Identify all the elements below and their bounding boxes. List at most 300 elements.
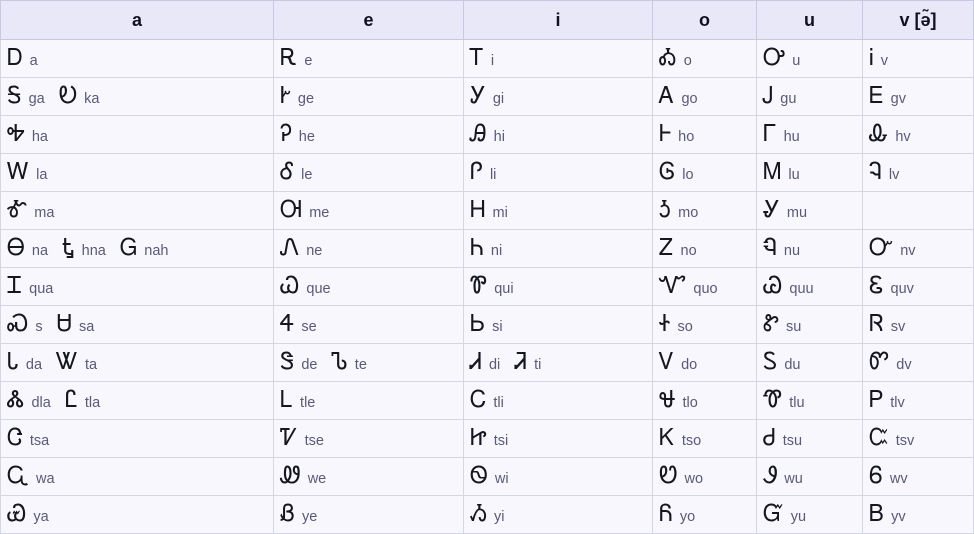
cherokee-glyph: Ꮬ xyxy=(7,387,25,413)
syllable-group xyxy=(763,465,856,488)
syllable-pair xyxy=(763,275,814,298)
cherokee-glyph: Ꮰ xyxy=(659,387,676,413)
romanization-label: tse xyxy=(304,433,324,449)
romanization-label: ga xyxy=(28,91,45,107)
romanization-label: gv xyxy=(890,91,906,107)
syllable-group xyxy=(280,351,457,374)
cherokee-glyph: Ꮆ xyxy=(659,159,676,185)
cherokee-glyph: Ꭲ xyxy=(470,45,484,71)
cherokee-glyph: Ꮈ xyxy=(869,159,882,185)
syllable-cell xyxy=(757,496,863,534)
syllable-cell xyxy=(863,496,974,534)
syllable-pair xyxy=(869,389,905,412)
syllable-pair xyxy=(659,199,698,222)
syllable-cell xyxy=(464,192,653,230)
romanization-label: quu xyxy=(789,281,814,297)
romanization-label: ya xyxy=(33,509,49,525)
cherokee-glyph: Ꭽ xyxy=(7,121,25,147)
cherokee-glyph: Ꮖ xyxy=(7,273,23,299)
syllable-pair xyxy=(659,275,718,298)
syllable-group xyxy=(280,313,457,336)
romanization-label: li xyxy=(489,167,497,183)
cherokee-glyph: Ꮱ xyxy=(763,387,783,413)
syllable-pair xyxy=(280,275,331,298)
syllable-pair xyxy=(470,47,494,70)
cherokee-glyph: Ꭾ xyxy=(280,121,292,147)
syllable-group xyxy=(470,389,646,412)
syllable-pair xyxy=(280,313,317,336)
syllable-pair xyxy=(57,313,95,336)
cherokee-glyph: Ꮺ xyxy=(280,463,301,489)
syllable-cell xyxy=(757,382,863,420)
syllable-group xyxy=(7,389,267,412)
romanization-label: o xyxy=(683,53,692,69)
romanization-label: quv xyxy=(890,281,914,297)
romanization-label: sa xyxy=(78,319,95,335)
cherokee-glyph: Ꭰ xyxy=(7,45,23,71)
romanization-label: du xyxy=(784,357,801,373)
syllable-pair xyxy=(280,47,312,70)
syllable-group xyxy=(280,275,457,298)
syllable-group xyxy=(470,503,646,526)
syllable-cell xyxy=(653,78,757,116)
romanization-label: tsv xyxy=(895,433,915,449)
romanization-label: tso xyxy=(681,433,702,449)
syllable-cell xyxy=(464,496,653,534)
cherokee-glyph: Ꮭ xyxy=(64,387,78,413)
syllable-cell xyxy=(653,40,757,78)
syllable-cell xyxy=(863,344,974,382)
romanization-label: wu xyxy=(784,471,803,487)
syllable-pair xyxy=(470,465,509,488)
romanization-label: ti xyxy=(534,357,542,373)
cherokee-glyph: Ꮾ xyxy=(869,463,883,489)
cherokee-glyph: Ꭷ xyxy=(58,83,78,109)
syllable-cell xyxy=(274,230,464,268)
cherokee-glyph: Ꭸ xyxy=(280,83,291,109)
cherokee-glyph: Ꮼ xyxy=(659,463,678,489)
column-header-o: o xyxy=(653,1,757,40)
romanization-label: nv xyxy=(900,243,916,259)
romanization-label: tsu xyxy=(782,433,803,449)
syllable-cell xyxy=(464,40,653,78)
romanization-label: mi xyxy=(492,205,508,221)
romanization-label: que xyxy=(306,281,331,297)
syllable-group xyxy=(869,465,967,488)
syllable-cell xyxy=(464,268,653,306)
syllable-group xyxy=(7,47,267,70)
cherokee-glyph: Ꮥ xyxy=(280,349,295,375)
romanization-label: le xyxy=(301,167,313,183)
romanization-label: nu xyxy=(783,243,801,259)
syllable-group xyxy=(763,47,856,70)
syllable-pair xyxy=(331,351,366,374)
cherokee-glyph: Ꮃ xyxy=(7,159,30,185)
cherokee-glyph: Ꮁ xyxy=(763,121,777,147)
cherokee-glyph: Ꮸ xyxy=(869,425,889,451)
syllable-group xyxy=(470,47,646,70)
syllable-pair xyxy=(280,199,329,222)
cherokee-glyph: Ᏹ xyxy=(470,501,487,527)
syllable-cell xyxy=(653,230,757,268)
syllable-group xyxy=(869,161,967,184)
cherokee-glyph: Ꭳ xyxy=(659,45,677,71)
syllable-group xyxy=(280,427,457,450)
syllable-cell xyxy=(757,230,863,268)
romanization-label: su xyxy=(786,319,802,335)
syllable-cell xyxy=(653,496,757,534)
syllable-cell xyxy=(863,116,974,154)
syllable-cell xyxy=(863,382,974,420)
cherokee-glyph: Ꮛ xyxy=(869,273,884,299)
syllable-group xyxy=(7,199,267,222)
syllable-cell xyxy=(274,154,464,192)
romanization-label: lv xyxy=(888,167,900,183)
syllable-group xyxy=(470,275,646,298)
cherokee-glyph: Ꮔ xyxy=(763,235,777,261)
cherokee-glyph: Ꮩ xyxy=(659,349,675,375)
syllable-pair xyxy=(7,85,45,108)
cherokee-glyph: Ꮙ xyxy=(659,273,687,299)
romanization-label: quo xyxy=(693,281,718,297)
syllable-pair xyxy=(763,85,796,108)
syllable-pair xyxy=(470,275,514,298)
syllable-pair xyxy=(56,351,97,374)
syllable-cell xyxy=(274,496,464,534)
romanization-label: na xyxy=(31,243,49,259)
cherokee-glyph: Ꮌ xyxy=(659,197,672,223)
romanization-label: te xyxy=(354,357,367,373)
syllable-pair xyxy=(470,389,504,412)
syllable-cell xyxy=(653,306,757,344)
syllable-group xyxy=(280,123,457,146)
syllable-group xyxy=(659,237,750,260)
syllable-group xyxy=(659,161,750,184)
table-row xyxy=(1,116,974,154)
cherokee-glyph: Ꮪ xyxy=(763,349,778,375)
syllable-cell xyxy=(464,154,653,192)
syllable-cell xyxy=(757,420,863,458)
syllable-pair xyxy=(470,503,504,526)
syllable-pair xyxy=(659,389,698,412)
syllable-pair xyxy=(869,313,905,336)
syllable-group xyxy=(470,237,646,260)
romanization-label: si xyxy=(492,319,503,335)
cherokee-glyph: Ꭼ xyxy=(869,83,884,109)
table-row xyxy=(1,344,974,382)
romanization-label: ma xyxy=(34,205,55,221)
syllable-cell xyxy=(653,344,757,382)
romanization-label: tsi xyxy=(493,433,509,449)
romanization-label: wo xyxy=(684,471,704,487)
syllable-group xyxy=(763,123,856,146)
romanization-label: tli xyxy=(493,395,504,411)
syllable-pair xyxy=(869,85,906,108)
cherokee-glyph: Ꮻ xyxy=(470,463,488,489)
cherokee-glyph: Ꭱ xyxy=(280,45,298,71)
syllable-group xyxy=(470,161,646,184)
cherokee-glyph: Ꮤ xyxy=(56,349,78,375)
syllable-cell xyxy=(464,306,653,344)
romanization-label: yv xyxy=(891,509,906,525)
table-row xyxy=(1,496,974,534)
romanization-label: wa xyxy=(36,471,55,487)
syllable-group xyxy=(7,275,267,298)
syllable-pair xyxy=(869,161,899,184)
syllable-pair xyxy=(7,161,47,184)
syllable-pair xyxy=(280,123,315,146)
cherokee-glyph: Ꮀ xyxy=(659,121,672,147)
syllable-cell xyxy=(464,230,653,268)
syllable-cell xyxy=(863,154,974,192)
syllable-group xyxy=(763,427,856,450)
syllable-group xyxy=(7,313,267,336)
syllable-pair xyxy=(470,427,508,450)
syllable-pair xyxy=(470,199,508,222)
syllable-cell xyxy=(1,268,274,306)
syllable-pair xyxy=(280,427,324,450)
cherokee-glyph: Ꮏ xyxy=(62,235,75,261)
syllable-pair xyxy=(763,389,805,412)
syllable-group xyxy=(869,123,967,146)
syllable-cell xyxy=(1,382,274,420)
syllable-pair xyxy=(470,237,502,260)
romanization-label: se xyxy=(301,319,317,335)
syllable-pair xyxy=(659,503,695,526)
cherokee-glyph: Ꮜ xyxy=(56,311,72,337)
syllable-pair xyxy=(280,85,314,108)
syllable-cell xyxy=(863,192,974,230)
syllable-group xyxy=(470,85,646,108)
romanization-label: v xyxy=(880,53,889,69)
romanization-label: tlo xyxy=(682,395,698,411)
romanization-label: s xyxy=(35,319,43,335)
syllable-pair xyxy=(120,237,169,260)
romanization-label: gu xyxy=(780,91,797,107)
syllable-group xyxy=(280,85,457,108)
syllable-group xyxy=(869,427,967,450)
table-row xyxy=(1,268,974,306)
syllable-pair xyxy=(869,427,914,450)
syllable-cell xyxy=(1,78,274,116)
table-row xyxy=(1,458,974,496)
cherokee-glyph: Ꮯ xyxy=(470,387,487,413)
cherokee-glyph: Ꮒ xyxy=(470,235,484,261)
romanization-label: gi xyxy=(492,91,505,107)
syllable-cell xyxy=(274,268,464,306)
syllable-cell xyxy=(1,154,274,192)
syllable-cell xyxy=(653,382,757,420)
syllable-group xyxy=(7,503,267,526)
romanization-label: mo xyxy=(678,205,699,221)
syllable-pair xyxy=(659,161,694,184)
syllable-group xyxy=(7,351,267,374)
romanization-label: da xyxy=(25,357,43,373)
romanization-label: do xyxy=(681,357,698,373)
cherokee-glyph: Ꮿ xyxy=(7,501,27,527)
syllable-pair xyxy=(65,389,100,412)
romanization-label: tle xyxy=(300,395,316,411)
syllable-pair xyxy=(763,313,801,336)
syllable-cell xyxy=(863,230,974,268)
syllable-cell xyxy=(1,458,274,496)
syllable-pair xyxy=(7,465,55,488)
romanization-label: me xyxy=(309,205,330,221)
syllable-group xyxy=(659,427,750,450)
romanization-label: tlv xyxy=(890,395,905,411)
syllable-cell xyxy=(863,458,974,496)
table-header-row xyxy=(1,1,974,40)
syllable-group xyxy=(869,389,967,412)
romanization-label: ta xyxy=(84,357,98,373)
romanization-label: dv xyxy=(896,357,912,373)
syllable-group xyxy=(470,427,646,450)
syllable-cell xyxy=(757,116,863,154)
table-row xyxy=(1,306,974,344)
cherokee-glyph: Ꮢ xyxy=(869,311,884,337)
syllable-pair xyxy=(280,351,317,374)
romanization-label: dla xyxy=(31,395,51,411)
syllable-group xyxy=(659,199,750,222)
syllable-cell xyxy=(464,382,653,420)
cherokee-glyph: Ꮓ xyxy=(659,235,674,261)
syllable-group xyxy=(470,123,646,146)
syllable-cell xyxy=(757,154,863,192)
romanization-label: ye xyxy=(302,509,318,525)
table-row xyxy=(1,420,974,458)
romanization-label: yo xyxy=(679,509,696,525)
table-row xyxy=(1,230,974,268)
cherokee-glyph: Ꮂ xyxy=(869,121,889,147)
cherokee-glyph: Ꮷ xyxy=(763,425,776,451)
syllable-pair xyxy=(763,199,807,222)
cherokee-glyph: Ꭺ xyxy=(659,83,675,109)
syllable-cell xyxy=(274,116,464,154)
cherokee-glyph: Ꮍ xyxy=(763,197,780,223)
cherokee-glyph: Ꮫ xyxy=(869,349,890,375)
cherokee-glyph: Ꮟ xyxy=(470,311,486,337)
syllable-cell xyxy=(653,116,757,154)
syllable-cell xyxy=(653,420,757,458)
syllable-group xyxy=(869,351,967,374)
cherokee-glyph: Ꮶ xyxy=(659,425,675,451)
syllable-pair xyxy=(280,161,312,184)
romanization-label: la xyxy=(36,167,48,183)
syllable-group xyxy=(763,275,856,298)
syllable-cell xyxy=(1,116,274,154)
cherokee-glyph: Ꮅ xyxy=(470,159,483,185)
romanization-label: hi xyxy=(493,129,505,145)
syllable-group xyxy=(659,465,750,488)
cherokee-glyph: Ꮚ xyxy=(763,273,783,299)
romanization-label: de xyxy=(301,357,318,373)
syllable-pair xyxy=(7,389,51,412)
syllable-group xyxy=(659,123,750,146)
romanization-label: wv xyxy=(889,471,908,487)
romanization-label: qui xyxy=(494,281,514,297)
syllable-pair xyxy=(869,275,914,298)
syllable-group xyxy=(659,275,750,298)
syllable-cell xyxy=(1,40,274,78)
syllable-group xyxy=(7,161,267,184)
syllable-group xyxy=(280,161,457,184)
syllable-group xyxy=(280,389,457,412)
column-header-i: i xyxy=(464,1,653,40)
syllable-group xyxy=(763,313,856,336)
syllable-pair xyxy=(763,161,800,184)
syllable-pair xyxy=(7,123,48,146)
syllable-pair xyxy=(869,47,888,70)
syllable-cell xyxy=(464,116,653,154)
syllable-pair xyxy=(7,275,53,298)
syllable-pair xyxy=(7,351,42,374)
syllable-pair xyxy=(659,351,697,374)
cherokee-glyph: Ꮲ xyxy=(869,387,884,413)
syllable-group xyxy=(763,389,856,412)
syllable-pair xyxy=(763,465,803,488)
syllable-group xyxy=(763,237,856,260)
syllable-pair xyxy=(659,85,698,108)
syllable-pair xyxy=(659,427,701,450)
romanization-label: hv xyxy=(895,129,911,145)
syllable-cell xyxy=(757,78,863,116)
cherokee-glyph: Ꮵ xyxy=(470,425,487,451)
romanization-label: tla xyxy=(84,395,101,411)
syllable-pair xyxy=(869,503,906,526)
cherokee-glyph: Ꮑ xyxy=(280,235,300,261)
romanization-label: i xyxy=(490,53,495,69)
syllable-cell xyxy=(1,192,274,230)
syllable-pair xyxy=(869,237,916,260)
romanization-label: go xyxy=(681,91,698,107)
syllable-pair xyxy=(659,465,703,488)
syllable-pair xyxy=(763,47,800,70)
cherokee-glyph: Ꮴ xyxy=(280,425,298,451)
romanization-label: sv xyxy=(890,319,906,335)
syllable-cell xyxy=(757,40,863,78)
syllable-cell xyxy=(863,268,974,306)
column-header-v: v [ə̃] xyxy=(863,1,974,40)
cherokee-glyph: Ꭵ xyxy=(869,45,874,71)
syllable-pair xyxy=(659,237,697,260)
syllable-group xyxy=(470,465,646,488)
cherokee-glyph: Ᏻ xyxy=(763,501,784,527)
syllable-cell xyxy=(274,344,464,382)
syllable-cell xyxy=(274,78,464,116)
syllable-group xyxy=(280,465,457,488)
syllable-cell xyxy=(653,192,757,230)
romanization-label: so xyxy=(677,319,693,335)
table-body xyxy=(1,40,974,534)
cherokee-glyph: Ꮎ xyxy=(7,235,25,261)
syllable-pair xyxy=(7,47,38,70)
cherokee-glyph: Ꮇ xyxy=(763,159,782,185)
syllable-cell xyxy=(757,268,863,306)
syllable-group xyxy=(869,85,967,108)
cherokee-glyph: Ꮝ xyxy=(7,311,29,337)
syllable-group xyxy=(280,503,457,526)
romanization-label: di xyxy=(488,357,501,373)
syllable-group xyxy=(280,199,457,222)
syllable-group xyxy=(869,275,967,298)
syllable-cell xyxy=(274,458,464,496)
cherokee-glyph: Ꭹ xyxy=(470,83,486,109)
cherokee-glyph: Ꮗ xyxy=(280,273,300,299)
table-row xyxy=(1,382,974,420)
cherokee-glyph: Ꮨ xyxy=(514,349,528,375)
syllable-cell xyxy=(757,458,863,496)
romanization-label: he xyxy=(298,129,315,145)
